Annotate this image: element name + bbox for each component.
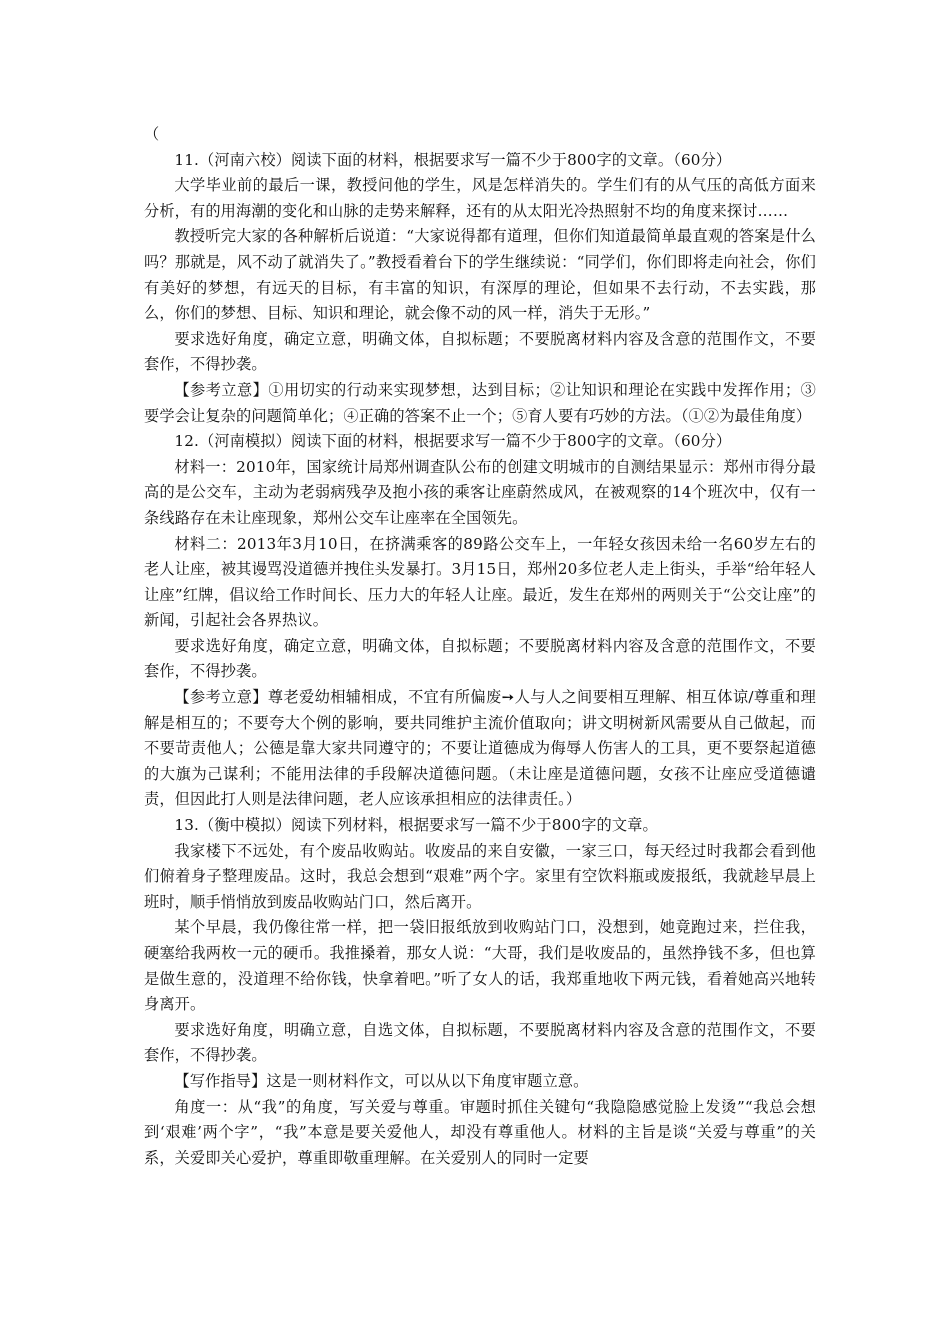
question-12-reference: 【参考立意】尊老爱幼相辅相成，不宜有所偏废➙人与人之间要相互理解、相互体谅/尊重和理解是相互的；不要夸大个例的影响，要共同维护主流价值取向；讲文明树新风需要从自己做起，而不要苛责他人；公德是靠大家共同遵守的；不要让道德成为侮辱人伤害人的工具，更不要祭起道德的大旗为己谋利；不能用法律的手段解决道德问题。（未让座是道德问题，女孩不让座应受道德谴责，但因此打人则是法律问题，老人应该承担相应的法律责任。） [144, 688, 816, 809]
question-12-heading: 12.（河南模拟）阅读下面的材料，根据要求写一篇不少于800字的文章。（60分） [174, 432, 732, 451]
question-12-material-2: 材料二：2013年3月10日，在挤满乘客的89路公交车上，一年轻女孩因未给一名60岁左右的老人让座，被其谩骂没道德并拽住头发暴打。3月15日，郑州20多位老人走上街头，手举“给年轻人让座”红牌，倡议给工作时间长、压力大的年轻人让座。最近，发生在郑州的两则关于“公交让座”的新闻，引起社会各界热议。 [144, 534, 816, 630]
question-13-guidance: 【写作指导】这是一则材料作文，可以从以下角度审题立意。 [174, 1071, 589, 1090]
question-12-material-1: 材料一：2010年，国家统计局郑州调查队公布的创建文明城市的自测结果显示：郑州市得分最高的是公交车，主动为老弱病残孕及抱小孩的乘客让座蔚然成风，在被观察的14个班次中，仅有一条线路存在未让座现象，郑州公交车让座率在全国领先。 [144, 457, 816, 527]
question-13-material-1: 我家楼下不远处，有个废品收购站。收废品的来自安徽，一家三口，每天经过时我都会看到他们俯着身子整理废品。这时，我总会想到“艰难”两个字。家里有空饮料瓶或废报纸，我就趁早晨上班时，顺手悄悄放到废品收购站门口，然后离开。 [144, 841, 816, 911]
question-11-requirement: 要求选好角度，确定立意，明确文体，自拟标题；不要脱离材料内容及含意的范围作文，不要套作，不得抄袭。 [144, 329, 816, 374]
question-13-requirement: 要求选好角度，明确立意，自选文体，自拟标题，不要脱离材料内容及含意的范围作文，不要套作，不得抄袭。 [144, 1020, 816, 1065]
document-page [144, 122, 816, 1171]
question-13-heading: 13.（衡中模拟）阅读下列材料，根据要求写一篇不少于800字的文章。 [174, 816, 658, 835]
stray-bracket: （ [144, 125, 160, 143]
question-12-requirement: 要求选好角度，确定立意，明确文体，自拟标题；不要脱离材料内容及含意的范围作文，不要套作，不得抄袭。 [144, 636, 816, 681]
question-11-heading: 11.（河南六校）阅读下面的材料，根据要求写一篇不少于800字的文章。（60分） [174, 150, 732, 169]
question-11-material-1: 大学毕业前的最后一课，教授问他的学生，风是怎样消失的。学生们有的从气压的高低方面来分析，有的用海潮的变化和山脉的走势来解释，还有的从太阳光冷热照射不均的角度来探讨…… [144, 176, 816, 220]
question-11-material-2: 教授听完大家的各种解析后说道：“大家说得都有道理，但你们知道最简单最直观的答案是什么吗？那就是，风不动了就消失了。”教授看着台下的学生继续说：“同学们，你们即将走向社会，你们有美好的梦想，有远天的目标，有丰富的知识，有深厚的理论，但如果不去行动，不去实践，那么，你们的梦想、目标、知识和理论，就会像不动的风一样，消失于无形。” [144, 227, 816, 323]
question-13-material-2: 某个早晨，我仍像往常一样，把一袋旧报纸放到收购站门口，没想到，她竟跑过来，拦住我，硬塞给我两枚一元的硬币。我推搡着，那女人说：“大哥，我们是收废品的，虽然挣钱不多，但也算是做生意的，没道理不给你钱，快拿着吧。”听了女人的话，我郑重地收下两元钱，看着她高兴地转身离开。 [144, 918, 816, 1014]
question-13-angle-1: 角度一：从“我”的角度，写关爱与尊重。审题时抓住关键句“我隐隐感觉脸上发烫”“我总会想到‘艰难’两个字”，“我”本意是要关爱他人，却没有尊重他人。材料的主旨是谈“关爱与尊重”的关系，关爱即关心爱护，尊重即敬重理解。在关爱别人的同时一定要 [144, 1097, 816, 1167]
question-11-reference: 【参考立意】①用切实的行动来实现梦想，达到目标；②让知识和理论在实践中发挥作用；③要学会让复杂的问题简单化；④正确的答案不止一个；⑤育人要有巧妙的方法。（①②为最佳角度） [144, 380, 816, 425]
